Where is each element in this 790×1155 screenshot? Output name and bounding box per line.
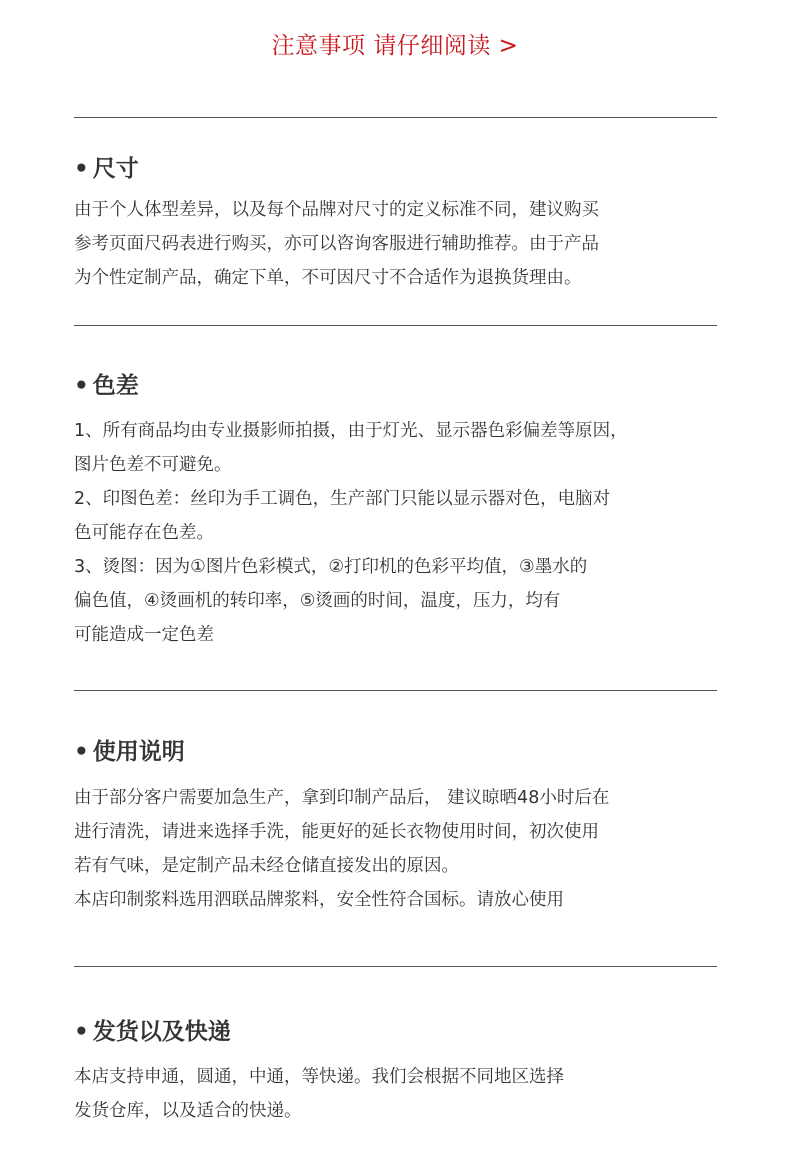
paragraph-line: 由于部分客户需要加急生产，拿到印制产品后， 建议晾晒48小时后在 [74, 788, 610, 808]
paragraph-line: 色可能存在色差。 [74, 523, 214, 543]
paragraph-line: 参考页面尺码表进行购买，亦可以咨询客服进行辅助推荐。由于产品 [74, 234, 599, 254]
paragraph-line: 若有气味，是定制产品未经仓储直接发出的原因。 [74, 856, 459, 876]
paragraph-line: 进行清洗，请进来选择手洗，能更好的延长衣物使用时间，初次使用 [74, 822, 599, 842]
paragraph-line: 本店印制浆料选用泗联品牌浆料，安全性符合国标。请放心使用 [74, 890, 564, 910]
section-title-text: 使用说明 [92, 739, 185, 765]
section-title-size [74, 154, 139, 184]
notice-header[interactable]: 注意事项 请仔细阅读 > [271, 33, 519, 59]
section-title-color-diff [74, 371, 139, 401]
paragraph-line: 偏色值，④烫画机的转印率，⑤烫画的时间，温度，压力，均有 [74, 591, 561, 611]
paragraph-line: 由于个人体型差异，以及每个品牌对尺寸的定义标准不同，建议购买 [74, 200, 599, 220]
section-title-text: 发货以及快递 [92, 1019, 231, 1045]
bullet-icon: • [74, 373, 89, 399]
section-title-shipping [74, 1017, 231, 1047]
bullet-icon: • [74, 1019, 89, 1045]
paragraph-line: 发货仓库，以及适合的快递。 [74, 1101, 302, 1121]
section-title-text: 色差 [92, 373, 139, 399]
paragraph-line: 可能造成一定色差 [74, 625, 214, 645]
divider [74, 325, 717, 326]
bullet-icon: • [74, 739, 89, 765]
section-title-usage [74, 737, 185, 767]
paragraph-line: 本店支持申通，圆通，中通，等快递。我们会根据不同地区选择 [74, 1067, 564, 1087]
section-title-text: 尺寸 [92, 156, 139, 182]
paragraph-line: 为个性定制产品，确定下单，不可因尺寸不合适作为退换货理由。 [74, 268, 582, 288]
divider [74, 966, 717, 967]
divider [74, 117, 717, 118]
paragraph-line: 1、所有商品均由专业摄影师拍摄，由于灯光、显示器色彩偏差等原因， [74, 421, 628, 441]
divider [74, 690, 717, 691]
bullet-icon: • [74, 156, 89, 182]
paragraph-line: 图片色差不可避免。 [74, 455, 232, 475]
paragraph-line: 3、烫图：因为①图片色彩模式，②打印机的色彩平均值，③墨水的 [74, 557, 588, 577]
paragraph-line: 2、印图色差：丝印为手工调色，生产部门只能以显示器对色，电脑对 [74, 489, 611, 509]
